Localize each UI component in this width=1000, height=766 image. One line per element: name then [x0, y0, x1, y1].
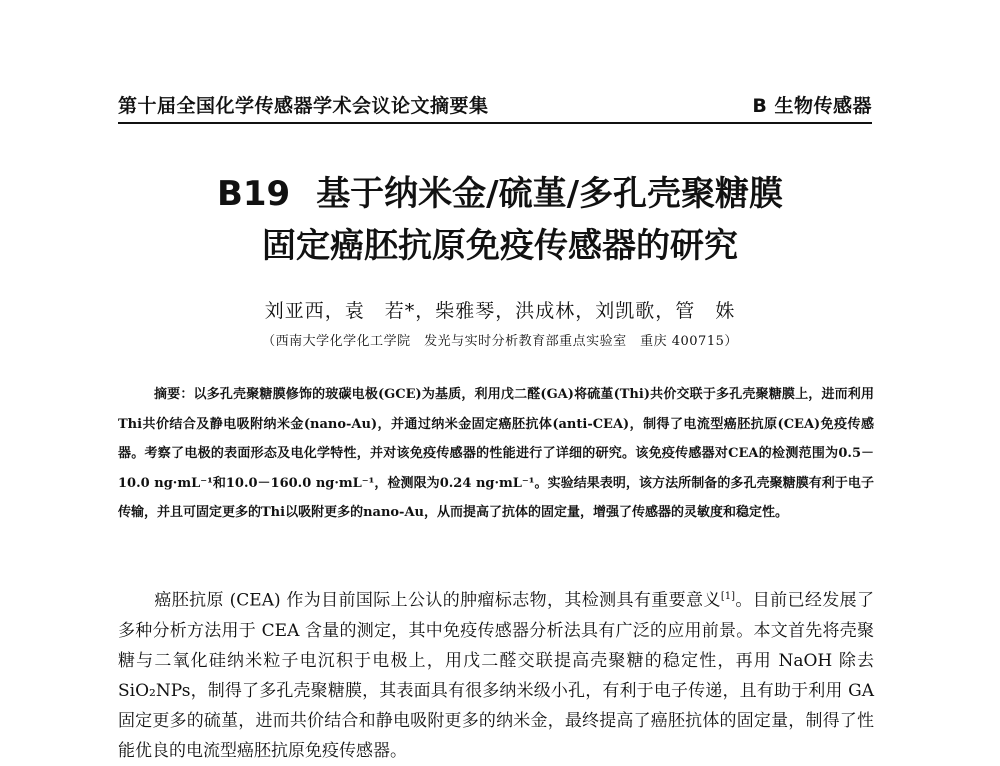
affiliation: （西南大学化学化工学院 发光与实时分析教育部重点实验室 重庆 400715） [262, 334, 738, 349]
paper-code: B19 [216, 174, 291, 214]
author-list: 刘亚西，袁 若*，柴雅琴，洪成林，刘凯歌，管 姝 [264, 300, 736, 322]
abstract-label: 摘要： [154, 387, 194, 402]
title-line-1 [0, 168, 1000, 220]
header-section: B 生物传感器 [752, 95, 872, 117]
citation-ref: [1] [720, 591, 735, 602]
body-paragraph [118, 582, 874, 766]
paper-title [0, 168, 1000, 272]
title-line-2: 固定癌胚抗原免疫传感器的研究 [262, 226, 738, 266]
header-proceedings-title: 第十届全国化学传感器学术会议论文摘要集 [118, 95, 489, 117]
body-text-a: 癌胚抗原 (CEA) 作为目前国际上公认的肿瘤标志物，其检测具有重要意义 [154, 590, 721, 611]
abstract [118, 380, 874, 528]
title-line-1-text: 基于纳米金/硫堇/多孔壳聚糖膜 [316, 174, 784, 214]
running-header [118, 88, 872, 124]
body-text-b: 。目前已经发展了多种分析方法用于 CEA 含量的测定，其中免疫传感器分析法具有广泛的应用前景。本文首先将壳聚糖与二氧化硅纳米粒子电沉积于电极上，用戊二醛交联提高壳聚糖的稳定性，再用 NaOH 除去 SiO₂NPs，制得了多孔壳聚糖膜，其表面具有很多纳米级小孔，有利于电子传递，且有助于利用 GA 固定更多的硫堇，进而共价结合和静电吸附更多的纳米金，最终提高了癌胚抗体的固定量，制得了性能优良的电流型癌胚抗原免疫传感器。 [118, 590, 875, 761]
abstract-text: 以多孔壳聚糖膜修饰的玻碳电极(GCE)为基质，利用戊二醛(GA)将硫堇(Thi)共价交联于多孔壳聚糖膜上，进而利用Thi共价结合及静电吸附纳米金(nano-Au)，并通过纳米金固定癌胚抗体(anti-CEA)，制得了电流型癌胚抗原(CEA)免疫传感器。考察了电极的表面形态及电化学特性，并对该免疫传感器的性能进行了详细的研究。该免疫传感器对CEA的检测范围为0.5－10.0 ng·mL⁻¹和10.0－160.0 ng·mL⁻¹，检测限为0.24 ng·mL⁻¹。实验结果表明，该方法所制备的多孔壳聚糖膜有利于电子传输，并且可固定更多的Thi以吸附更多的nano-Au，从而提高了抗体的固定量，增强了传感器的灵敏度和稳定性。 [118, 387, 874, 520]
